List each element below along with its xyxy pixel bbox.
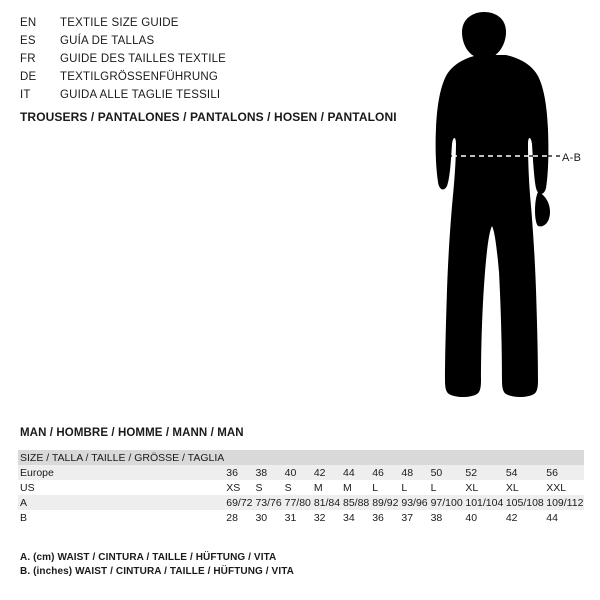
table-row xyxy=(18,480,584,495)
table-cell: 38 xyxy=(429,510,464,525)
table-row xyxy=(18,510,584,525)
table-cell: 54 xyxy=(504,465,544,480)
table-cell: L xyxy=(399,480,428,495)
table-cell: XL xyxy=(463,480,503,495)
language-title: GUÍA DE TALLAS xyxy=(60,35,155,47)
footnotes xyxy=(20,551,580,579)
table-cell: 105/108 xyxy=(505,496,544,509)
table-cell: L xyxy=(429,480,464,495)
table-cell: 44 xyxy=(544,510,584,525)
body-silhouette-figure xyxy=(400,10,590,410)
table-cell: 101/104 xyxy=(465,496,504,509)
table-cell: 46 xyxy=(370,465,399,480)
language-code: IT xyxy=(20,89,31,101)
language-row xyxy=(20,86,350,104)
language-title: TEXTILGRÖSSENFÜHRUNG xyxy=(60,71,218,83)
row-label: A xyxy=(18,495,224,510)
table-cell: 36 xyxy=(224,465,253,480)
table-header-cell xyxy=(253,450,282,465)
table-cell: M xyxy=(312,480,341,495)
language-title: GUIDE DES TAILLES TEXTILE xyxy=(60,53,227,65)
size-table xyxy=(18,450,584,525)
language-title: TEXTILE SIZE GUIDE xyxy=(60,17,179,29)
row-label: US xyxy=(18,480,224,495)
table-header-cell xyxy=(341,450,370,465)
table-header-cell xyxy=(429,450,464,465)
table-cell: S xyxy=(283,480,312,495)
table-cell: 73/76 xyxy=(255,496,282,509)
language-row xyxy=(20,68,350,86)
table-cell: 69/72 xyxy=(226,496,253,509)
footnote-b: B. (inches) WAIST / CINTURA / TAILLE / HÜFTUNG / VITA xyxy=(20,566,294,577)
table-cell: 109/112 xyxy=(546,496,584,509)
table-cell: 30 xyxy=(253,510,282,525)
table-header-cell xyxy=(504,450,544,465)
table-cell: 40 xyxy=(283,465,312,480)
table-cell: 93/96 xyxy=(401,496,428,509)
silhouette-svg xyxy=(400,10,590,410)
table-header-cell xyxy=(463,450,503,465)
table-cell: 36 xyxy=(370,510,399,525)
row-label: Europe xyxy=(18,465,224,480)
table-header-cell xyxy=(399,450,428,465)
table-cell: 42 xyxy=(312,465,341,480)
table-header-row xyxy=(18,450,584,465)
table-cell: 32 xyxy=(312,510,341,525)
table-cell: 37 xyxy=(399,510,428,525)
table-cell: 52 xyxy=(463,465,503,480)
size-table-head xyxy=(18,450,584,465)
language-title: GUIDA ALLE TAGLIE TESSILI xyxy=(60,89,221,101)
table-cell: XXL xyxy=(544,480,584,495)
table-cell: 44 xyxy=(341,465,370,480)
table-cell: L xyxy=(370,480,399,495)
garment-type-heading: TROUSERS / PANTALONES / PANTALONS / HOSEN / PANTALONI xyxy=(20,110,397,124)
table-cell: XS xyxy=(224,480,253,495)
table-cell: 34 xyxy=(341,510,370,525)
table-header-cell: SIZE / TALLA / TAILLE / GRÖSSE / TAGLIA xyxy=(20,451,225,464)
table-cell: 89/92 xyxy=(372,496,399,509)
measurement-label-ab: A-B xyxy=(562,152,582,164)
table-row xyxy=(18,495,584,510)
table-cell: 48 xyxy=(399,465,428,480)
table-cell: 31 xyxy=(283,510,312,525)
table-header-cell xyxy=(544,450,584,465)
table-cell: S xyxy=(253,480,282,495)
table-cell: M xyxy=(341,480,370,495)
footnote-a: A. (cm) WAIST / CINTURA / TAILLE / HÜFTUNG / VITA xyxy=(20,552,277,563)
table-cell: 38 xyxy=(253,465,282,480)
language-title-list xyxy=(20,14,350,104)
table-cell: 42 xyxy=(504,510,544,525)
language-code: DE xyxy=(20,71,37,83)
row-label: B xyxy=(18,510,224,525)
language-row xyxy=(20,50,350,68)
size-table-body xyxy=(18,465,584,525)
table-cell: 28 xyxy=(224,510,253,525)
language-code: FR xyxy=(20,53,36,65)
table-header-cell xyxy=(283,450,312,465)
table-header-cell xyxy=(224,450,253,465)
language-row xyxy=(20,32,350,50)
table-section-label: MAN / HOMBRE / HOMME / MANN / MAN xyxy=(20,427,244,439)
table-header-cell xyxy=(370,450,399,465)
table-cell: 77/80 xyxy=(284,496,311,509)
table-cell: 40 xyxy=(463,510,503,525)
table-cell: 97/100 xyxy=(430,496,463,509)
table-row xyxy=(18,465,584,480)
language-row xyxy=(20,14,350,32)
language-code: EN xyxy=(20,17,37,29)
table-cell: 85/88 xyxy=(343,496,370,509)
language-code: ES xyxy=(20,35,36,47)
table-header-cell xyxy=(312,450,341,465)
table-cell: 81/84 xyxy=(313,496,341,509)
table-cell: 56 xyxy=(544,465,584,480)
table-cell: XL xyxy=(504,480,544,495)
table-cell: 50 xyxy=(429,465,464,480)
